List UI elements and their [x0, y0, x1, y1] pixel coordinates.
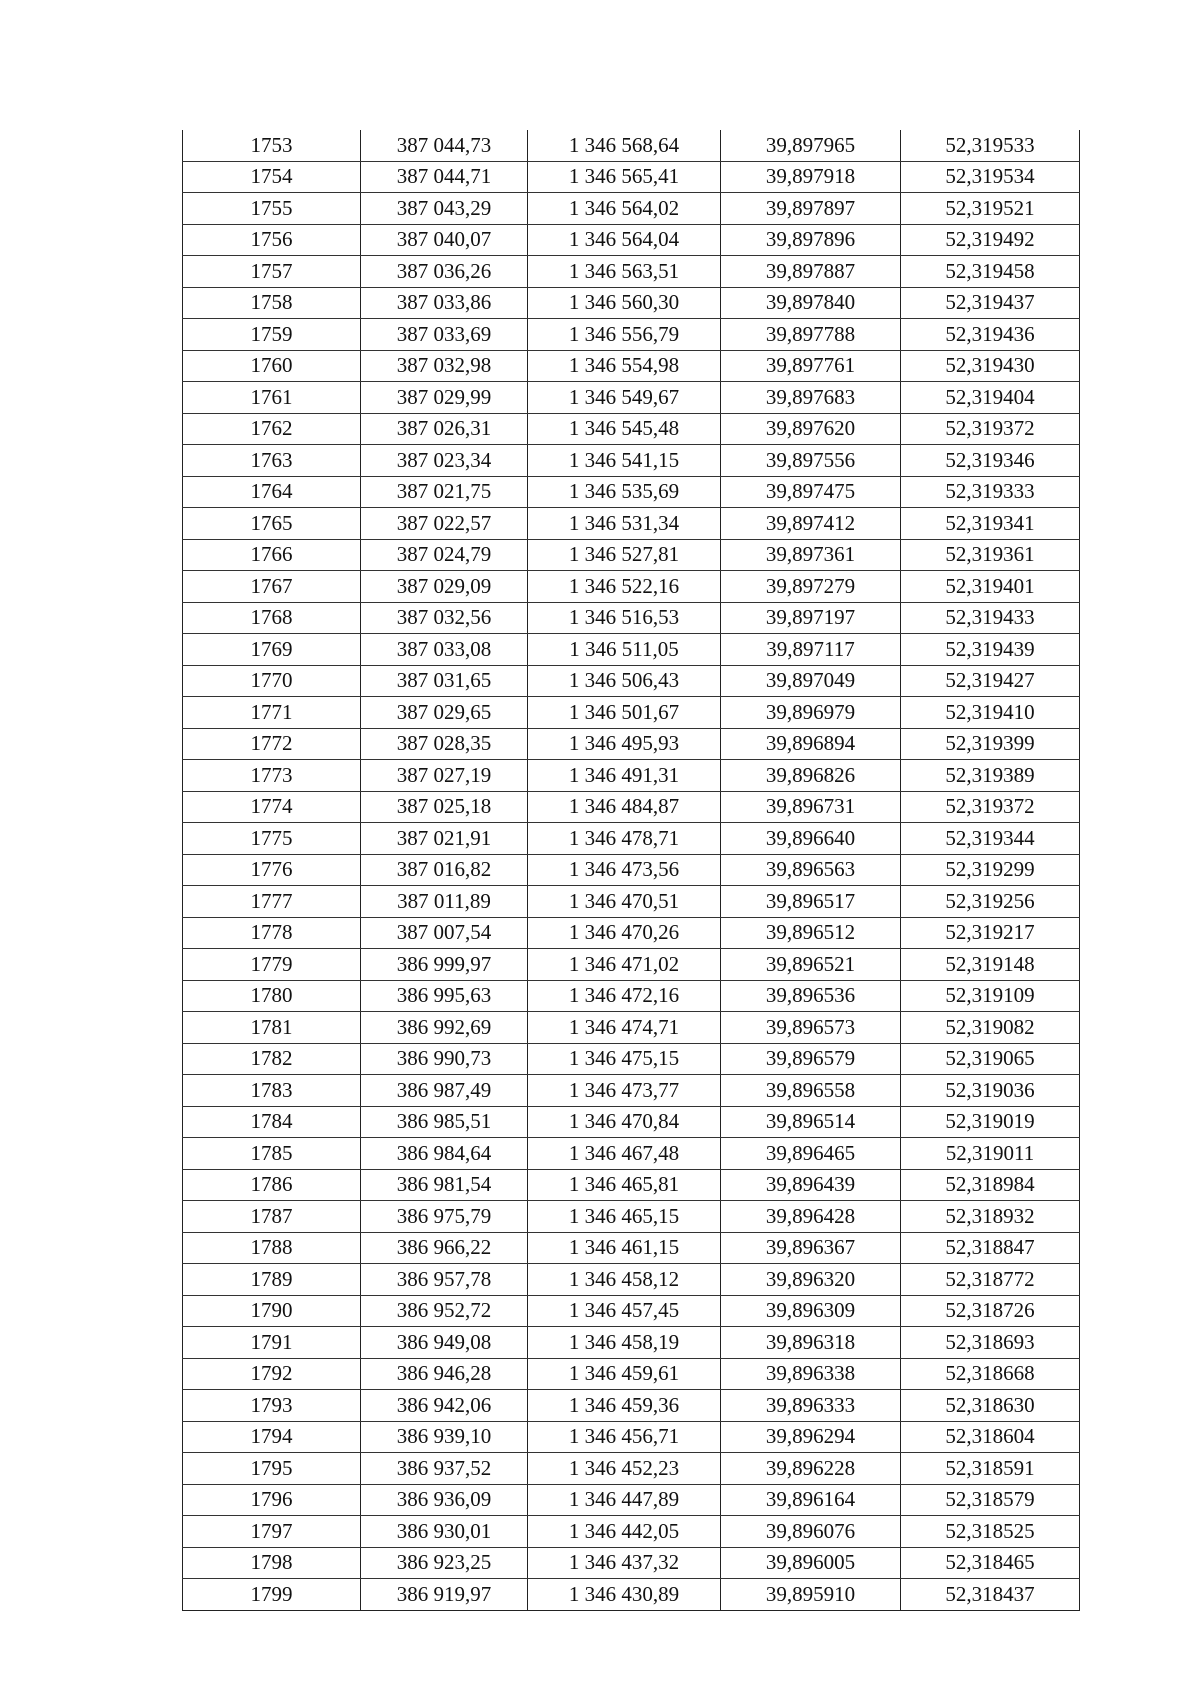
y-coordinate-cell: 1 346 452,23 — [528, 1453, 721, 1485]
longitude-cell: 39,897887 — [721, 256, 901, 288]
longitude-cell: 39,897361 — [721, 539, 901, 571]
table-row — [183, 1012, 1080, 1044]
y-coordinate-cell: 1 346 491,31 — [528, 760, 721, 792]
latitude-cell: 52,319082 — [901, 1012, 1080, 1044]
x-coordinate-cell: 387 025,18 — [361, 791, 528, 823]
point-number-cell: 1782 — [183, 1043, 361, 1075]
table-row — [183, 1358, 1080, 1390]
y-coordinate-cell: 1 346 501,67 — [528, 697, 721, 729]
table-row — [183, 791, 1080, 823]
table-row — [183, 697, 1080, 729]
table-row — [183, 949, 1080, 981]
longitude-cell: 39,896579 — [721, 1043, 901, 1075]
latitude-cell: 52,319109 — [901, 980, 1080, 1012]
x-coordinate-cell: 386 936,09 — [361, 1484, 528, 1516]
y-coordinate-cell: 1 346 535,69 — [528, 476, 721, 508]
point-number-cell: 1758 — [183, 287, 361, 319]
x-coordinate-cell: 386 919,97 — [361, 1579, 528, 1611]
latitude-cell: 52,318465 — [901, 1547, 1080, 1579]
table-row — [183, 917, 1080, 949]
table-row — [183, 1043, 1080, 1075]
latitude-cell: 52,319439 — [901, 634, 1080, 666]
longitude-cell: 39,896005 — [721, 1547, 901, 1579]
y-coordinate-cell: 1 346 522,16 — [528, 571, 721, 603]
latitude-cell: 52,319333 — [901, 476, 1080, 508]
longitude-cell: 39,897788 — [721, 319, 901, 351]
longitude-cell: 39,896428 — [721, 1201, 901, 1233]
x-coordinate-cell: 386 995,63 — [361, 980, 528, 1012]
longitude-cell: 39,896367 — [721, 1232, 901, 1264]
longitude-cell: 39,896512 — [721, 917, 901, 949]
point-number-cell: 1779 — [183, 949, 361, 981]
table-row — [183, 130, 1080, 161]
longitude-cell: 39,897761 — [721, 350, 901, 382]
table-row — [183, 886, 1080, 918]
y-coordinate-cell: 1 346 457,45 — [528, 1295, 721, 1327]
longitude-cell: 39,896320 — [721, 1264, 901, 1296]
point-number-cell: 1766 — [183, 539, 361, 571]
longitude-cell: 39,897965 — [721, 130, 901, 161]
y-coordinate-cell: 1 346 556,79 — [528, 319, 721, 351]
longitude-cell: 39,896573 — [721, 1012, 901, 1044]
y-coordinate-cell: 1 346 470,26 — [528, 917, 721, 949]
x-coordinate-cell: 387 026,31 — [361, 413, 528, 445]
table-row — [183, 760, 1080, 792]
table-row — [183, 224, 1080, 256]
table-row — [183, 413, 1080, 445]
longitude-cell: 39,896465 — [721, 1138, 901, 1170]
point-number-cell: 1763 — [183, 445, 361, 477]
y-coordinate-cell: 1 346 430,89 — [528, 1579, 721, 1611]
longitude-cell: 39,896731 — [721, 791, 901, 823]
latitude-cell: 52,319217 — [901, 917, 1080, 949]
y-coordinate-cell: 1 346 545,48 — [528, 413, 721, 445]
x-coordinate-cell: 386 992,69 — [361, 1012, 528, 1044]
latitude-cell: 52,319430 — [901, 350, 1080, 382]
table-row — [183, 1138, 1080, 1170]
x-coordinate-cell: 387 021,75 — [361, 476, 528, 508]
y-coordinate-cell: 1 346 473,77 — [528, 1075, 721, 1107]
y-coordinate-cell: 1 346 459,61 — [528, 1358, 721, 1390]
point-number-cell: 1798 — [183, 1547, 361, 1579]
y-coordinate-cell: 1 346 475,15 — [528, 1043, 721, 1075]
y-coordinate-cell: 1 346 495,93 — [528, 728, 721, 760]
y-coordinate-cell: 1 346 554,98 — [528, 350, 721, 382]
table-row — [183, 1327, 1080, 1359]
point-number-cell: 1759 — [183, 319, 361, 351]
latitude-cell: 52,318525 — [901, 1516, 1080, 1548]
longitude-cell: 39,896894 — [721, 728, 901, 760]
longitude-cell: 39,896563 — [721, 854, 901, 886]
point-number-cell: 1781 — [183, 1012, 361, 1044]
y-coordinate-cell: 1 346 478,71 — [528, 823, 721, 855]
x-coordinate-cell: 387 043,29 — [361, 193, 528, 225]
longitude-cell: 39,897556 — [721, 445, 901, 477]
longitude-cell: 39,897117 — [721, 634, 901, 666]
x-coordinate-cell: 387 024,79 — [361, 539, 528, 571]
point-number-cell: 1753 — [183, 130, 361, 161]
y-coordinate-cell: 1 346 442,05 — [528, 1516, 721, 1548]
longitude-cell: 39,897897 — [721, 193, 901, 225]
x-coordinate-cell: 387 044,73 — [361, 130, 528, 161]
latitude-cell: 52,319372 — [901, 791, 1080, 823]
latitude-cell: 52,319401 — [901, 571, 1080, 603]
table-row — [183, 287, 1080, 319]
latitude-cell: 52,319341 — [901, 508, 1080, 540]
point-number-cell: 1784 — [183, 1106, 361, 1138]
table-row — [183, 539, 1080, 571]
x-coordinate-cell: 386 952,72 — [361, 1295, 528, 1327]
point-number-cell: 1769 — [183, 634, 361, 666]
y-coordinate-cell: 1 346 458,12 — [528, 1264, 721, 1296]
point-number-cell: 1777 — [183, 886, 361, 918]
table-row — [183, 445, 1080, 477]
longitude-cell: 39,896228 — [721, 1453, 901, 1485]
table-row — [183, 602, 1080, 634]
y-coordinate-cell: 1 346 527,81 — [528, 539, 721, 571]
table-row — [183, 319, 1080, 351]
x-coordinate-cell: 387 033,86 — [361, 287, 528, 319]
longitude-cell: 39,896294 — [721, 1421, 901, 1453]
y-coordinate-cell: 1 346 531,34 — [528, 508, 721, 540]
x-coordinate-cell: 387 040,07 — [361, 224, 528, 256]
y-coordinate-cell: 1 346 506,43 — [528, 665, 721, 697]
longitude-cell: 39,896826 — [721, 760, 901, 792]
latitude-cell: 52,319256 — [901, 886, 1080, 918]
x-coordinate-cell: 386 939,10 — [361, 1421, 528, 1453]
point-number-cell: 1762 — [183, 413, 361, 445]
x-coordinate-cell: 386 966,22 — [361, 1232, 528, 1264]
point-number-cell: 1756 — [183, 224, 361, 256]
x-coordinate-cell: 386 975,79 — [361, 1201, 528, 1233]
y-coordinate-cell: 1 346 474,71 — [528, 1012, 721, 1044]
table-row — [183, 161, 1080, 193]
point-number-cell: 1797 — [183, 1516, 361, 1548]
x-coordinate-cell: 386 946,28 — [361, 1358, 528, 1390]
point-number-cell: 1792 — [183, 1358, 361, 1390]
latitude-cell: 52,319065 — [901, 1043, 1080, 1075]
point-number-cell: 1757 — [183, 256, 361, 288]
y-coordinate-cell: 1 346 467,48 — [528, 1138, 721, 1170]
point-number-cell: 1791 — [183, 1327, 361, 1359]
x-coordinate-cell: 386 949,08 — [361, 1327, 528, 1359]
x-coordinate-cell: 387 033,08 — [361, 634, 528, 666]
latitude-cell: 52,318604 — [901, 1421, 1080, 1453]
longitude-cell: 39,897896 — [721, 224, 901, 256]
latitude-cell: 52,319458 — [901, 256, 1080, 288]
latitude-cell: 52,319011 — [901, 1138, 1080, 1170]
longitude-cell: 39,896164 — [721, 1484, 901, 1516]
point-number-cell: 1780 — [183, 980, 361, 1012]
point-number-cell: 1765 — [183, 508, 361, 540]
latitude-cell: 52,319346 — [901, 445, 1080, 477]
latitude-cell: 52,319436 — [901, 319, 1080, 351]
longitude-cell: 39,897049 — [721, 665, 901, 697]
latitude-cell: 52,318591 — [901, 1453, 1080, 1485]
longitude-cell: 39,896309 — [721, 1295, 901, 1327]
point-number-cell: 1783 — [183, 1075, 361, 1107]
y-coordinate-cell: 1 346 473,56 — [528, 854, 721, 886]
latitude-cell: 52,318668 — [901, 1358, 1080, 1390]
y-coordinate-cell: 1 346 565,41 — [528, 161, 721, 193]
point-number-cell: 1786 — [183, 1169, 361, 1201]
x-coordinate-cell: 387 044,71 — [361, 161, 528, 193]
table-row — [183, 980, 1080, 1012]
y-coordinate-cell: 1 346 447,89 — [528, 1484, 721, 1516]
table-row — [183, 1169, 1080, 1201]
point-number-cell: 1760 — [183, 350, 361, 382]
x-coordinate-cell: 386 999,97 — [361, 949, 528, 981]
y-coordinate-cell: 1 346 461,15 — [528, 1232, 721, 1264]
point-number-cell: 1770 — [183, 665, 361, 697]
latitude-cell: 52,318437 — [901, 1579, 1080, 1611]
longitude-cell: 39,896517 — [721, 886, 901, 918]
latitude-cell: 52,319148 — [901, 949, 1080, 981]
point-number-cell: 1793 — [183, 1390, 361, 1422]
longitude-cell: 39,897412 — [721, 508, 901, 540]
x-coordinate-cell: 386 990,73 — [361, 1043, 528, 1075]
latitude-cell: 52,319389 — [901, 760, 1080, 792]
latitude-cell: 52,318630 — [901, 1390, 1080, 1422]
x-coordinate-cell: 387 027,19 — [361, 760, 528, 792]
table-row — [183, 823, 1080, 855]
latitude-cell: 52,319433 — [901, 602, 1080, 634]
longitude-cell: 39,897620 — [721, 413, 901, 445]
table-row — [183, 1453, 1080, 1485]
x-coordinate-cell: 387 029,65 — [361, 697, 528, 729]
x-coordinate-cell: 387 033,69 — [361, 319, 528, 351]
y-coordinate-cell: 1 346 471,02 — [528, 949, 721, 981]
latitude-cell: 52,318984 — [901, 1169, 1080, 1201]
y-coordinate-cell: 1 346 511,05 — [528, 634, 721, 666]
longitude-cell: 39,897683 — [721, 382, 901, 414]
point-number-cell: 1775 — [183, 823, 361, 855]
y-coordinate-cell: 1 346 516,53 — [528, 602, 721, 634]
x-coordinate-cell: 387 011,89 — [361, 886, 528, 918]
table-row — [183, 1295, 1080, 1327]
x-coordinate-cell: 387 023,34 — [361, 445, 528, 477]
longitude-cell: 39,896640 — [721, 823, 901, 855]
point-number-cell: 1761 — [183, 382, 361, 414]
point-number-cell: 1773 — [183, 760, 361, 792]
longitude-cell: 39,896076 — [721, 1516, 901, 1548]
y-coordinate-cell: 1 346 564,04 — [528, 224, 721, 256]
table-body — [183, 130, 1080, 1610]
y-coordinate-cell: 1 346 456,71 — [528, 1421, 721, 1453]
table-row — [183, 1516, 1080, 1548]
x-coordinate-cell: 387 032,98 — [361, 350, 528, 382]
table-row — [183, 193, 1080, 225]
table-row — [183, 1421, 1080, 1453]
x-coordinate-cell: 387 016,82 — [361, 854, 528, 886]
table-row — [183, 1484, 1080, 1516]
longitude-cell: 39,897279 — [721, 571, 901, 603]
y-coordinate-cell: 1 346 549,67 — [528, 382, 721, 414]
x-coordinate-cell: 386 984,64 — [361, 1138, 528, 1170]
point-number-cell: 1796 — [183, 1484, 361, 1516]
x-coordinate-cell: 386 957,78 — [361, 1264, 528, 1296]
table-row — [183, 350, 1080, 382]
latitude-cell: 52,319399 — [901, 728, 1080, 760]
latitude-cell: 52,319410 — [901, 697, 1080, 729]
longitude-cell: 39,896514 — [721, 1106, 901, 1138]
table-row — [183, 1579, 1080, 1611]
longitude-cell: 39,896439 — [721, 1169, 901, 1201]
y-coordinate-cell: 1 346 470,51 — [528, 886, 721, 918]
latitude-cell: 52,318932 — [901, 1201, 1080, 1233]
x-coordinate-cell: 387 007,54 — [361, 917, 528, 949]
latitude-cell: 52,318726 — [901, 1295, 1080, 1327]
point-number-cell: 1787 — [183, 1201, 361, 1233]
point-number-cell: 1788 — [183, 1232, 361, 1264]
x-coordinate-cell: 387 031,65 — [361, 665, 528, 697]
y-coordinate-cell: 1 346 484,87 — [528, 791, 721, 823]
y-coordinate-cell: 1 346 563,51 — [528, 256, 721, 288]
point-number-cell: 1772 — [183, 728, 361, 760]
x-coordinate-cell: 386 985,51 — [361, 1106, 528, 1138]
x-coordinate-cell: 387 032,56 — [361, 602, 528, 634]
y-coordinate-cell: 1 346 458,19 — [528, 1327, 721, 1359]
latitude-cell: 52,319533 — [901, 130, 1080, 161]
longitude-cell: 39,897475 — [721, 476, 901, 508]
longitude-cell: 39,896318 — [721, 1327, 901, 1359]
x-coordinate-cell: 386 981,54 — [361, 1169, 528, 1201]
table-row — [183, 1232, 1080, 1264]
coordinates-table — [182, 130, 1080, 1611]
point-number-cell: 1790 — [183, 1295, 361, 1327]
point-number-cell: 1767 — [183, 571, 361, 603]
x-coordinate-cell: 386 930,01 — [361, 1516, 528, 1548]
table-row — [183, 665, 1080, 697]
table-row — [183, 256, 1080, 288]
longitude-cell: 39,896536 — [721, 980, 901, 1012]
latitude-cell: 52,319344 — [901, 823, 1080, 855]
longitude-cell: 39,897840 — [721, 287, 901, 319]
y-coordinate-cell: 1 346 459,36 — [528, 1390, 721, 1422]
x-coordinate-cell: 386 937,52 — [361, 1453, 528, 1485]
latitude-cell: 52,319534 — [901, 161, 1080, 193]
latitude-cell: 52,319019 — [901, 1106, 1080, 1138]
point-number-cell: 1768 — [183, 602, 361, 634]
y-coordinate-cell: 1 346 472,16 — [528, 980, 721, 1012]
table-row — [183, 1075, 1080, 1107]
x-coordinate-cell: 387 021,91 — [361, 823, 528, 855]
latitude-cell: 52,319372 — [901, 413, 1080, 445]
latitude-cell: 52,319299 — [901, 854, 1080, 886]
coordinates-table-container — [182, 130, 1079, 1611]
point-number-cell: 1764 — [183, 476, 361, 508]
y-coordinate-cell: 1 346 560,30 — [528, 287, 721, 319]
table-row — [183, 1390, 1080, 1422]
table-row — [183, 1264, 1080, 1296]
y-coordinate-cell: 1 346 437,32 — [528, 1547, 721, 1579]
table-row — [183, 634, 1080, 666]
x-coordinate-cell: 387 022,57 — [361, 508, 528, 540]
table-row — [183, 854, 1080, 886]
x-coordinate-cell: 387 036,26 — [361, 256, 528, 288]
point-number-cell: 1771 — [183, 697, 361, 729]
y-coordinate-cell: 1 346 541,15 — [528, 445, 721, 477]
x-coordinate-cell: 386 987,49 — [361, 1075, 528, 1107]
longitude-cell: 39,896333 — [721, 1390, 901, 1422]
table-row — [183, 728, 1080, 760]
table-row — [183, 1106, 1080, 1138]
longitude-cell: 39,896558 — [721, 1075, 901, 1107]
latitude-cell: 52,319036 — [901, 1075, 1080, 1107]
latitude-cell: 52,318847 — [901, 1232, 1080, 1264]
table-row — [183, 476, 1080, 508]
longitude-cell: 39,895910 — [721, 1579, 901, 1611]
point-number-cell: 1778 — [183, 917, 361, 949]
longitude-cell: 39,896521 — [721, 949, 901, 981]
y-coordinate-cell: 1 346 470,84 — [528, 1106, 721, 1138]
point-number-cell: 1754 — [183, 161, 361, 193]
table-row — [183, 571, 1080, 603]
longitude-cell: 39,897197 — [721, 602, 901, 634]
y-coordinate-cell: 1 346 564,02 — [528, 193, 721, 225]
table-row — [183, 1201, 1080, 1233]
latitude-cell: 52,319521 — [901, 193, 1080, 225]
latitude-cell: 52,319437 — [901, 287, 1080, 319]
longitude-cell: 39,897918 — [721, 161, 901, 193]
point-number-cell: 1794 — [183, 1421, 361, 1453]
y-coordinate-cell: 1 346 465,15 — [528, 1201, 721, 1233]
point-number-cell: 1789 — [183, 1264, 361, 1296]
x-coordinate-cell: 386 923,25 — [361, 1547, 528, 1579]
point-number-cell: 1785 — [183, 1138, 361, 1170]
latitude-cell: 52,319427 — [901, 665, 1080, 697]
point-number-cell: 1755 — [183, 193, 361, 225]
y-coordinate-cell: 1 346 465,81 — [528, 1169, 721, 1201]
table-row — [183, 382, 1080, 414]
point-number-cell: 1799 — [183, 1579, 361, 1611]
point-number-cell: 1774 — [183, 791, 361, 823]
point-number-cell: 1776 — [183, 854, 361, 886]
y-coordinate-cell: 1 346 568,64 — [528, 130, 721, 161]
x-coordinate-cell: 386 942,06 — [361, 1390, 528, 1422]
point-number-cell: 1795 — [183, 1453, 361, 1485]
latitude-cell: 52,319492 — [901, 224, 1080, 256]
latitude-cell: 52,318772 — [901, 1264, 1080, 1296]
x-coordinate-cell: 387 029,99 — [361, 382, 528, 414]
x-coordinate-cell: 387 029,09 — [361, 571, 528, 603]
latitude-cell: 52,318693 — [901, 1327, 1080, 1359]
latitude-cell: 52,319404 — [901, 382, 1080, 414]
table-row — [183, 1547, 1080, 1579]
table-row — [183, 508, 1080, 540]
longitude-cell: 39,896979 — [721, 697, 901, 729]
latitude-cell: 52,318579 — [901, 1484, 1080, 1516]
latitude-cell: 52,319361 — [901, 539, 1080, 571]
longitude-cell: 39,896338 — [721, 1358, 901, 1390]
x-coordinate-cell: 387 028,35 — [361, 728, 528, 760]
